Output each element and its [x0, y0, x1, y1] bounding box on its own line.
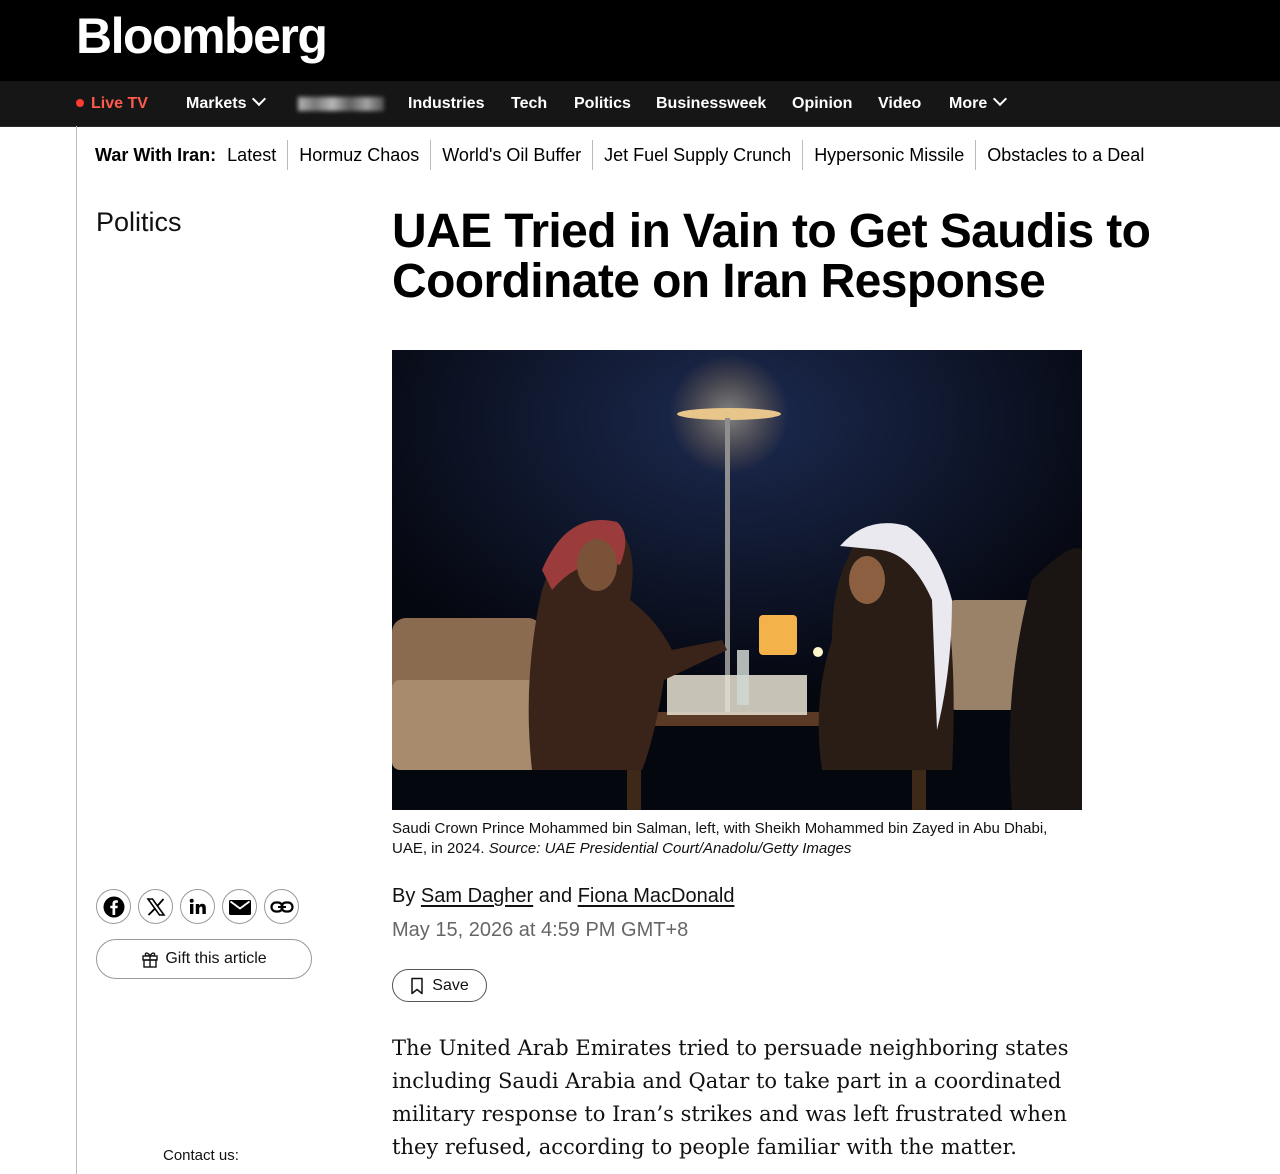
- nav-markets-label: Markets: [186, 95, 247, 112]
- lead-photo-illustration: [392, 350, 1082, 810]
- save-button[interactable]: [392, 969, 487, 1002]
- contact-us-label: Contact us:: [163, 1147, 239, 1164]
- section-label[interactable]: Politics: [96, 207, 182, 237]
- email-icon: [228, 897, 252, 917]
- save-label: Save: [432, 976, 469, 994]
- byline: [392, 885, 734, 908]
- share-link-button[interactable]: [264, 889, 299, 924]
- article-headline: UAE Tried in Vain to Get Saudis to Coordinate on Iran Response: [392, 205, 1151, 308]
- topic-link-jet-fuel[interactable]: Jet Fuel Supply Crunch: [592, 140, 802, 170]
- topic-link-hypersonic-missile[interactable]: Hypersonic Missile: [802, 140, 975, 170]
- share-email-button[interactable]: [222, 889, 257, 924]
- nav-more-label: More: [949, 95, 988, 112]
- gift-icon: [141, 950, 159, 968]
- facebook-icon: [103, 896, 125, 918]
- byline-prefix: By: [392, 885, 416, 907]
- chevron-down-icon: [993, 92, 1007, 106]
- nav-video[interactable]: Video: [878, 95, 922, 112]
- bookmark-icon: [410, 977, 424, 995]
- gift-article-button[interactable]: [96, 939, 312, 979]
- publish-date: May 15, 2026 at 4:59 PM GMT+8: [392, 919, 689, 941]
- share-linkedin-button[interactable]: [180, 889, 215, 924]
- main-nav: [0, 81, 1280, 127]
- topic-link-worlds-oil-buffer[interactable]: World's Oil Buffer: [430, 140, 592, 170]
- nav-opinion[interactable]: Opinion: [792, 95, 853, 112]
- share-x-button[interactable]: [138, 889, 173, 924]
- nav-live-tv[interactable]: [76, 81, 148, 126]
- masthead: [0, 0, 1280, 81]
- linkedin-icon: [188, 897, 208, 917]
- nav-politics[interactable]: Politics: [574, 95, 631, 112]
- live-dot-icon: [76, 99, 84, 107]
- lead-photo: [392, 350, 1082, 810]
- caption-source: Source: UAE Presidential Court/Anadolu/Getty Images: [488, 840, 852, 857]
- link-icon: [270, 899, 294, 915]
- article-body-paragraph: The United Arab Emirates tried to persuade neighboring states including Saudi Arabia and Qatar to take part in a coordinated military response to Iran’s strikes and was left frustrated when they refused, according to people familiar with the matter.: [392, 1036, 1069, 1159]
- author-link-sam-dagher[interactable]: Sam Dagher: [420, 885, 534, 907]
- caption-text: Saudi Crown Prince Mohammed bin Salman, left, with Sheikh Mohammed bin Zayed in Abu Dhabi, UAE, in 2024.: [392, 820, 1048, 857]
- byline-and: and: [538, 885, 573, 907]
- nav-industries[interactable]: Industries: [408, 95, 485, 112]
- nav-markets[interactable]: [186, 81, 264, 126]
- bloomberg-logo[interactable]: Bloomberg: [76, 8, 327, 64]
- nav-tech[interactable]: Tech: [511, 95, 548, 112]
- blurred-nav-item[interactable]: [298, 97, 384, 111]
- topic-title: War With Iran:: [95, 144, 217, 165]
- photo-caption: [392, 819, 1072, 859]
- chevron-down-icon: [252, 92, 266, 106]
- share-row: [96, 889, 299, 924]
- left-rule: [76, 126, 77, 1174]
- gift-article-label: Gift this article: [165, 950, 267, 967]
- topic-bar: [95, 140, 1155, 170]
- nav-businessweek[interactable]: Businessweek: [656, 95, 767, 112]
- nav-more[interactable]: [949, 81, 1005, 126]
- topic-link-hormuz-chaos[interactable]: Hormuz Chaos: [287, 140, 430, 170]
- x-icon: [146, 897, 166, 917]
- topic-link-obstacles[interactable]: Obstacles to a Deal: [975, 140, 1155, 170]
- topic-link-latest[interactable]: Latest: [227, 145, 277, 165]
- author-link-fiona-macdonald[interactable]: Fiona MacDonald: [577, 885, 735, 907]
- share-facebook-button[interactable]: [96, 889, 131, 924]
- nav-live-tv-label: Live TV: [91, 95, 148, 112]
